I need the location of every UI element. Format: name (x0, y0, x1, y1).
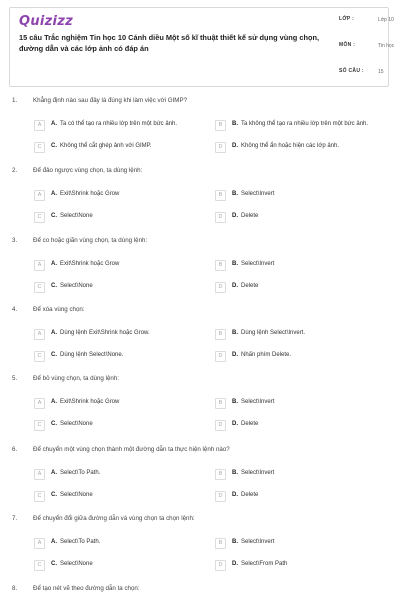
option-letter: A. (51, 470, 57, 476)
count-label: SỐ CÂU : (339, 68, 364, 74)
option-box[interactable]: A (34, 329, 45, 340)
option-box[interactable]: B (215, 120, 226, 131)
option-letter: A. (51, 261, 57, 267)
question-text: Để tạo nét vẽ theo đường dẫn ta chọn: (33, 585, 140, 592)
grade-value: Lớp 10 (378, 17, 394, 23)
question-number: 5. (12, 375, 18, 382)
option-text: Ta không thể tạo ra nhiều lớp trên một bức ảnh. (241, 121, 369, 127)
option-letter: B. (232, 330, 238, 336)
option-letter: D. (232, 421, 238, 427)
question-number: 3. (12, 237, 18, 244)
option-letter: B. (232, 539, 238, 545)
option-text: Không thể cắt ghép ảnh với GIMP. (60, 143, 152, 149)
option-letter: A. (51, 330, 57, 336)
option-text: Exit\Shrink hoặc Grow (60, 191, 120, 197)
option-box[interactable]: C (34, 351, 45, 362)
subject-label: MÔN : (339, 42, 356, 48)
option-letter: C. (51, 492, 57, 498)
question-number: 6. (12, 446, 18, 453)
option-box[interactable]: C (34, 212, 45, 223)
option-text: Delete (241, 283, 259, 289)
option-letter: C. (51, 143, 57, 149)
option-text: Select\None (60, 213, 93, 219)
option-box[interactable]: C (34, 560, 45, 571)
option-letter: A. (51, 191, 57, 197)
option-letter: D. (232, 492, 238, 498)
subject-value: Tin học (378, 43, 395, 49)
option-letter: B. (232, 470, 238, 476)
option-box[interactable]: D (215, 212, 226, 223)
option-text: Không thể ẩn hoặc hiện các lớp ảnh. (241, 143, 340, 149)
option-text: Exit\Shrink hoặc Grow (60, 261, 120, 267)
question-number: 4. (12, 306, 18, 313)
option-box[interactable]: B (215, 398, 226, 409)
option-letter: D. (232, 561, 238, 567)
option-box[interactable]: C (34, 491, 45, 502)
option-box[interactable]: B (215, 538, 226, 549)
option-text: Select\Invert (241, 539, 275, 545)
option-text: Exit\Shrink hoặc Grow (60, 399, 120, 405)
question-text: Để co hoặc giãn vùng chọn, ta dùng lệnh: (33, 237, 148, 244)
question-text: Khẳng định nào sau đây là đúng khi làm việc với GIMP? (33, 97, 188, 104)
option-text: Dùng lệnh Select\None. (60, 352, 124, 358)
option-box[interactable]: D (215, 351, 226, 362)
option-box[interactable]: D (215, 282, 226, 293)
option-text: Select\Invert (241, 470, 275, 476)
count-value: 15 (378, 69, 384, 75)
option-text: Select\None (60, 561, 93, 567)
option-box[interactable]: D (215, 560, 226, 571)
option-letter: C. (51, 561, 57, 567)
option-box[interactable]: B (215, 469, 226, 480)
option-text: Select\Invert (241, 191, 275, 197)
question-text: Để xóa vùng chọn: (33, 306, 85, 313)
option-box[interactable]: B (215, 190, 226, 201)
option-letter: B. (232, 261, 238, 267)
quizizz-logo: Quizizz (19, 14, 74, 29)
worksheet-title: 15 câu Trắc nghiệm Tin học 10 Cánh diều Một số kĩ thuật thiết kế sử dụng vùng chọn, đường dẫn và các lớp ảnh có đáp án (19, 33, 320, 53)
option-text: Ta có thể tạo ra nhiều lớp trên một bức ảnh. (60, 121, 178, 127)
option-letter: A. (51, 399, 57, 405)
worksheet-meta (333, 8, 395, 86)
option-box[interactable]: A (34, 538, 45, 549)
option-letter: D. (232, 283, 238, 289)
question-number: 1. (12, 97, 18, 104)
option-letter: A. (51, 121, 57, 127)
question-number: 2. (12, 167, 18, 174)
option-letter: A. (51, 539, 57, 545)
option-text: Select\From Path (241, 561, 288, 567)
option-text: Dùng lệnh Exit\Shrink hoặc Grow. (60, 330, 150, 336)
option-letter: D. (232, 352, 238, 358)
option-box[interactable]: A (34, 260, 45, 271)
option-letter: C. (51, 213, 57, 219)
option-box[interactable]: B (215, 260, 226, 271)
option-box[interactable]: A (34, 120, 45, 131)
option-text: Delete (241, 213, 259, 219)
option-text: Select\None (60, 283, 93, 289)
option-letter: C. (51, 283, 57, 289)
option-text: Nhấn phím Delete. (241, 352, 292, 358)
worksheet-header (9, 7, 395, 87)
option-box[interactable]: C (34, 282, 45, 293)
option-box[interactable]: B (215, 329, 226, 340)
option-text: Select\Invert (241, 261, 275, 267)
option-letter: B. (232, 191, 238, 197)
option-box[interactable]: D (215, 420, 226, 431)
option-text: Select\Invert (241, 399, 275, 405)
option-letter: B. (232, 121, 238, 127)
option-box[interactable]: A (34, 469, 45, 480)
option-text: Select\None (60, 421, 93, 427)
option-box[interactable]: C (34, 142, 45, 153)
question-text: Để đảo ngược vùng chọn, ta dùng lệnh: (33, 167, 143, 174)
option-text: Dùng lệnh Select\Invert. (241, 330, 306, 336)
option-letter: D. (232, 143, 238, 149)
option-box[interactable]: D (215, 142, 226, 153)
option-text: Delete (241, 492, 259, 498)
option-box[interactable]: C (34, 420, 45, 431)
option-text: Select\To Path. (60, 539, 101, 545)
option-letter: B. (232, 399, 238, 405)
question-text: Để chuyển một vùng chọn thành một đường dẫn ta thực hiện lệnh nào? (33, 446, 230, 453)
grade-label: LỚP : (339, 16, 355, 22)
option-text: Select\None (60, 492, 93, 498)
option-box[interactable]: A (34, 398, 45, 409)
option-text: Select\To Path. (60, 470, 101, 476)
question-number: 7. (12, 515, 18, 522)
option-box[interactable]: A (34, 190, 45, 201)
option-letter: C. (51, 352, 57, 358)
option-text: Delete (241, 421, 259, 427)
question-number: 8. (12, 585, 18, 592)
question-text: Để chuyển đổi giữa đường dẫn và vùng chọn ta chọn lệnh: (33, 515, 195, 522)
option-letter: D. (232, 213, 238, 219)
option-box[interactable]: D (215, 491, 226, 502)
question-text: Để bỏ vùng chọn, ta dùng lệnh: (33, 375, 120, 382)
option-letter: C. (51, 421, 57, 427)
